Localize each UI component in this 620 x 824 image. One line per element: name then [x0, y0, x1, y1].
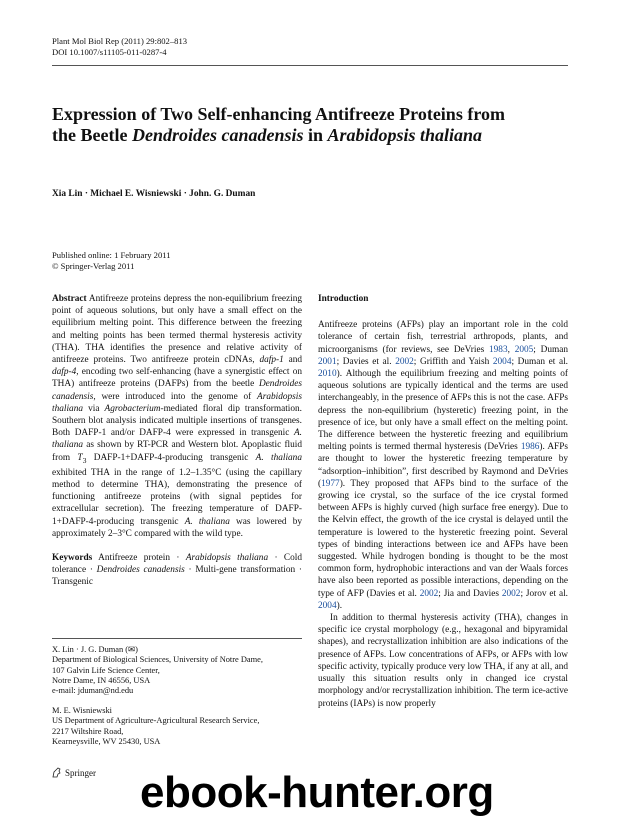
left-column	[52, 293, 302, 589]
article-title: Expression of Two Self-enhancing Antifreeze Proteins from the Beetle Dendroides canadensis in Arabidopsis thaliana	[52, 104, 505, 145]
author-list: Xia Lin · Michael E. Wisniewski · John. G. Duman	[52, 189, 256, 199]
journal-citation: Plant Mol Biol Rep (2011) 29:802–813	[52, 36, 188, 46]
doi: DOI 10.1007/s11105-011-0287-4	[52, 47, 167, 57]
publisher-logo	[52, 767, 96, 778]
affiliation-name: M. E. Wisniewski	[52, 706, 112, 715]
affiliation-street: 107 Galvin Life Science Center,	[52, 665, 160, 675]
affiliation-dept: Department of Biological Sciences, University of Notre Dame,	[52, 655, 263, 665]
affiliation-1	[52, 645, 263, 696]
abstract: Abstract Antifreeze proteins depress the non-equilibrium freezing point of aqueous solutions, but only have a small effect on the equilibrium melting point. This difference between the freezing and melting points has been termed thermal hysteresis activity (THA). THA identifies the presence and relative activity of antifreeze proteins. Two antifreeze protein cDNAs, dafp-1 and dafp-4, encoding two self-enhancing (have a synergistic effect on THA) antifreeze proteins (DAFPs) from the beetle Dendroides canadensis, were introduced into the genome of Arabidopsis thaliana via Agrobacterium-mediated floral dip transformation. Southern blot analysis indicated multiple insertions of transgenes. Both DAFP-1 and/or DAFP-4 were expressed in transgenic A. thaliana as shown by RT-PCR and Western blot. Apoplastic fluid from $T_3$ DAFP-1+DAFP-4-producing transgenic A. thaliana exhibited THA in the range of 1.2–1.35°C (using the capillary method to determine THA), demonstrating the presence of functioning antifreeze proteins (with signal peptides for extracellular secretion). The freezing temperature of DAFP-1+DAFP-4-producing transgenic A. thaliana was lowered by approximately 2–3°C compared with the wild type.	[52, 294, 303, 539]
publication-info	[52, 250, 171, 272]
publisher-name: Springer	[65, 767, 96, 778]
affiliation-city: Notre Dame, IN 46556, USA	[52, 675, 151, 685]
springer-horse-icon	[52, 767, 61, 778]
section-heading: Introduction	[318, 294, 369, 304]
intro-paragraph-1: Antifreeze proteins (AFPs) play an important role in the cold tolerance of certain fish, terrestrial arthropods, plants, and microorganisms (for reviews, see DeVries 1983, 2005; Duman 2001; Davies et al. 2002; Griffith and Yaish 2004; Duman et al. 2010). Although the equilibrium freezing and melting points of aqueous solutions are typically identical and the terms are used interchangeably, in the presence of AFPs this is not the case. AFPs depress the non-equilibrium (hysteretic) freezing point, in the presence of ice, but only have a small effect on the melting point. The difference between the hysteretic freezing and equilibrium melting points is termed thermal hysteresis (DeVries 1986). AFPs are thought to lower the hysteretic freezing temperature by “adsorption–inhibition”, first described by Raymond and DeVries (1977). They proposed that AFPs bind to the surface of the growing ice crystal, so the surface of the ice crystal formed between AFPs is highly curved (high surface free energy). Due to the Kelvin effect, the growth of the ice crystal is delayed until the temperature is lowered to the hysteretic freezing point. Several types of binding interactions between ice and AFPs have been suggested. While hydrogen bonding is thought to be the most common form, hydrophobic interactions and van der Waals forces have also been reported as possible interactions, depending on the type of AFP (Davies et al. 2002; Jia and Davies 2002; Jorov et al. 2004).	[318, 320, 568, 611]
journal-reference	[52, 36, 187, 58]
keywords: Keywords Antifreeze protein · Arabidopsis thaliana · Cold tolerance · Dendroides canadensis · Multi-gene transformation · Transgenic	[52, 552, 303, 588]
watermark: ebook-hunter.org	[140, 768, 494, 817]
affiliation-email: e-mail: jduman@nd.edu	[52, 686, 134, 696]
right-column	[318, 293, 568, 710]
affiliation-org: US Department of Agriculture-Agricultural Research Service,	[52, 716, 260, 726]
affiliation-street: 2217 Wiltshire Road,	[52, 726, 124, 736]
copyright: © Springer-Verlag 2011	[52, 261, 135, 271]
affiliation-2	[52, 706, 259, 747]
affiliation-city: Kearneysville, WV 25430, USA	[52, 736, 161, 746]
header-rule	[52, 65, 568, 66]
published-date: Published online: 1 February 2011	[52, 250, 171, 260]
intro-paragraph-2: In addition to thermal hysteresis activity (THA), changes in specific ice crystal morphology (e.g., hexagonal and bipyramidal shapes), and recrystallization inhibition are also indications of the presence of AFPs. Low concentrations of AFPs, or AFPs with low specific activity, typically produce very low THA, if any at all, and usually this situation results only in changed ice crystal morphology and/or recrystallization inhibition. The term ice-active proteins (IAPs) is now properly	[318, 613, 568, 709]
affiliation-names: X. Lin · J. G. Duman (✉)	[52, 645, 138, 654]
footnote-rule	[52, 638, 302, 639]
